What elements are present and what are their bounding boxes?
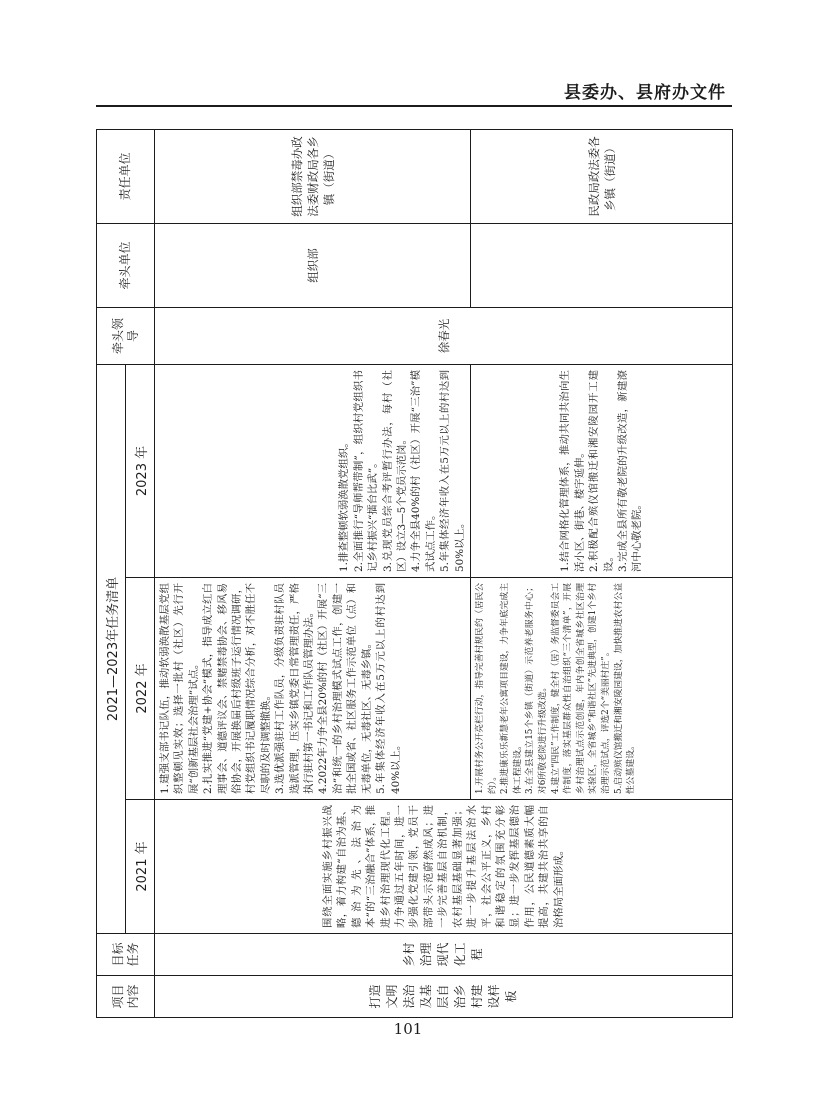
header-goal: 目标任务 — [97, 934, 155, 976]
page-header-title: 县委办、县府办文件 — [564, 83, 726, 103]
list-item: 4.2022年力争全县20%的村（社区）开展“三治”和统一的乡村治理模式试点工作，创建一批全国或省、社区服务工作示范单位（点）和无毒单位，无毒社区、无毒乡镇。 — [317, 583, 373, 794]
list-item: 3.选优派强驻村工作队员，分级负责驻村队员选派管理，压实乡镇党委日常管理责任，严格执行驻村第一书记和工作队员管理办法。 — [274, 583, 316, 794]
row2-y2022-cell — [471, 578, 733, 800]
list-item: 5.年集体经济年收入在5万元以上的村达到40%以上。 — [375, 583, 402, 794]
header-2023: 2023 年 — [126, 364, 155, 577]
row1-y2023-cell — [155, 364, 471, 577]
header-rule — [96, 105, 732, 107]
row1-y2022-cell — [155, 578, 471, 800]
list-item: 2.积极配合殡仪馆搬迁和湘安陵园开工建设。 — [588, 369, 615, 572]
list-item: 5.启动殡仪馆搬迁和湘安陵园建设，加快推进农村公益性公墓建设。 — [613, 583, 637, 794]
list-item: 4.力争全县40%的村（社区）开展“三治”模式试点工作。 — [410, 369, 437, 572]
list-item: 1.结合网格化管理体系，推动共同共治向生活小区、街巷、楼宇延伸。 — [559, 369, 586, 572]
goal-task-cell: 乡村治理现代化工程 — [155, 934, 733, 976]
task-table — [96, 129, 733, 1018]
page-number: 101 — [393, 1020, 423, 1038]
row2-resp-unit-cell: 民政局政法委各乡镇（街道） — [471, 129, 733, 223]
row1-resp-unit-cell: 组织部禁毒办政法委财政局各乡镇（街道） — [155, 129, 471, 223]
list-item: 2.扎实推进“党建+协会”模式，指导成立红白理事会、道德评议会、禁赌禁毒协会、移风易俗协会，开展换届后村级班子运行情况调研，村党组织书记履职情况综合分析，对不胜任不尽职的及时调整撤换。 — [202, 583, 272, 794]
rotated-task-table — [96, 130, 732, 1018]
row2-lead-unit-cell — [471, 223, 733, 307]
list-item: 3.兑现党员综合考评暂行办法，每村（社区）设立3—5个党员示范岗。 — [381, 369, 408, 572]
header-2021: 2021 年 — [126, 800, 155, 934]
list-item: 1.建强支部书记队伍，推动软弱涣散基层党组织整顿见实效；选择一批村（社区）先行开展“创新基层社会治理”试点。 — [159, 583, 200, 794]
header-2022: 2022 年 — [126, 578, 155, 800]
list-item: 3.在全县建立15个乡镇（街道）示范养老服务中心；对6所敬老院进行升级改造。 — [525, 583, 548, 794]
list-item: 2.推进康乐乐新慧老年公寓项目建设，力争年底完成主体工程建设。 — [500, 583, 523, 794]
header-project: 项目内容 — [97, 976, 155, 1018]
list-item: 4.建立“四民”工作制度，健全村（居）务监督委员会工作制度，落实基层群众性自治组织“三个清单”，开展乡村治理试点示范创建，年内争创全省城乡社区治理实验区，全省城乡“和谐社区”先进典型，创建1个乡村治理示范试点，评选2个“美丽村庄”。 — [550, 583, 611, 794]
list-item: 1.排查整顿软弱涣散党组织。 — [338, 437, 351, 572]
lead-leader-cell: 徐春光 — [155, 307, 733, 364]
list-item: 2.全面推行“导师帮带制”，组织村党组织书记乡村振兴“擂台比武”。 — [352, 369, 380, 572]
header-lead-unit: 牵头单位 — [97, 223, 155, 307]
list-item: 3.完成全县所有敬老院的升级改造，新建潦河中心敬老院。 — [616, 369, 644, 572]
list-item: 5.年集体经济年收入在5万元以上的村达到50%以上。 — [439, 369, 466, 572]
row1-lead-unit-cell: 组织部 — [155, 223, 471, 307]
header-task-list: 2021—2023年任务清单 — [97, 364, 126, 933]
y2021-cell: 围绕全面实施乡村振兴战略，着力构建“自治为基、德治为先、法治为本”的“三治融合”体系，推进乡村治理现代化工程。力争通过五年时间，进一步强化党建引领，党员干部带头示范蔚然成风；进一步完善基层自治机制，农村基层基础显著加强；进一步提升基层法治水平，社会公平正义，乡村和谐稳定的氛围充分彰显；进一步发挥基层德治作用，公民道德素质大幅提高，共建共治共享的自治格局全面形成。 — [155, 800, 733, 934]
header-resp-unit: 责任单位 — [97, 129, 155, 223]
row2-y2023-cell — [471, 364, 733, 577]
list-item: 1.开展村务公开亮栏行动，指导完善村规民约（居民公约）。 — [475, 583, 498, 794]
header-lead-leader: 牵头领导 — [97, 307, 155, 364]
project-content-cell: 打造文明法治及基层自治乡村建设样板 — [155, 976, 733, 1018]
